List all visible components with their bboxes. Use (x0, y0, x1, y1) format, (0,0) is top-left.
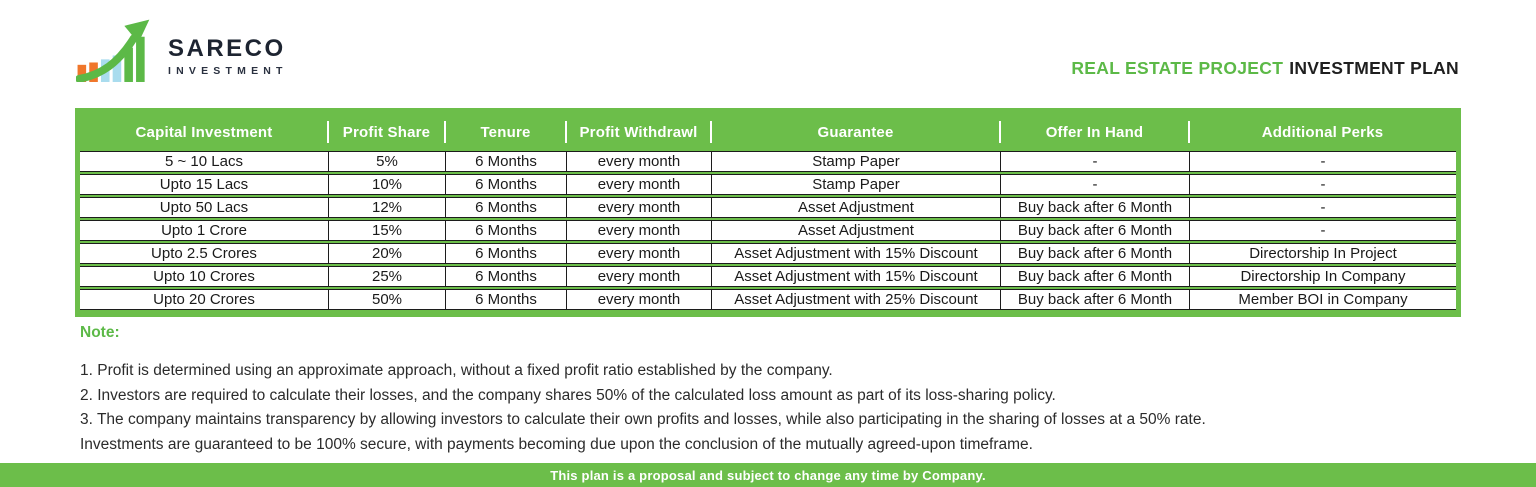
sareco-logo (76, 18, 288, 82)
table-cell: 6 Months (445, 266, 566, 287)
table-cell: 10% (328, 174, 445, 195)
investment-table (75, 108, 1461, 317)
table-cell: - (1000, 151, 1189, 172)
table-cell: every month (566, 197, 711, 218)
table-cell: Upto 50 Lacs (80, 197, 328, 218)
column-header: Additional Perks (1189, 115, 1456, 149)
table-cell: every month (566, 289, 711, 310)
table-cell: 12% (328, 197, 445, 218)
table-cell: Upto 1 Crore (80, 220, 328, 241)
growth-bars-arrow-icon (76, 18, 154, 82)
column-header: Profit Share (328, 115, 445, 149)
table-row (80, 243, 1456, 264)
table-row (80, 289, 1456, 310)
logo-subtitle: INVESTMENT (168, 65, 288, 77)
note-line: 3. The company maintains transparency by allowing investors to calculate their own profits and losses, while also participating in the sharing of losses at a 50% rate. (80, 411, 1206, 428)
table-cell: every month (566, 174, 711, 195)
table-cell: Buy back after 6 Month (1000, 289, 1189, 310)
table-cell: - (1189, 197, 1456, 218)
table-cell: Upto 10 Crores (80, 266, 328, 287)
table-cell: Asset Adjustment with 25% Discount (711, 289, 1000, 310)
column-header: Guarantee (711, 115, 1000, 149)
investment-table-area (75, 108, 1461, 317)
table-cell: Asset Adjustment (711, 197, 1000, 218)
logo-text (168, 23, 288, 77)
table-cell: 6 Months (445, 197, 566, 218)
table-cell: 20% (328, 243, 445, 264)
table-cell: Stamp Paper (711, 151, 1000, 172)
table-cell: Asset Adjustment with 15% Discount (711, 266, 1000, 287)
table-cell: 6 Months (445, 151, 566, 172)
table-cell: Upto 2.5 Crores (80, 243, 328, 264)
table-cell: Upto 15 Lacs (80, 174, 328, 195)
table-cell: 6 Months (445, 220, 566, 241)
table-cell: 5% (328, 151, 445, 172)
note-lines (80, 359, 1460, 457)
table-cell: 50% (328, 289, 445, 310)
note-line: Investments are guaranteed to be 100% secure, with payments becoming due upon the conclusion of the mutually agreed-upon timeframe. (80, 435, 1033, 453)
table-cell: 6 Months (445, 289, 566, 310)
table-cell: every month (566, 266, 711, 287)
table-cell: - (1000, 174, 1189, 195)
investment-table-body (80, 151, 1456, 310)
table-cell: Upto 20 Crores (80, 289, 328, 310)
table-cell: 15% (328, 220, 445, 241)
table-cell: Member BOI in Company (1189, 289, 1456, 310)
table-cell: 6 Months (445, 243, 566, 264)
investment-table-head-row (80, 115, 1456, 149)
table-row (80, 220, 1456, 241)
table-row (80, 174, 1456, 195)
logo-company-name: SARECO (168, 35, 286, 62)
table-row (80, 151, 1456, 172)
footer-bar (0, 463, 1536, 487)
table-row (80, 197, 1456, 218)
table-cell: every month (566, 243, 711, 264)
table-cell: Asset Adjustment (711, 220, 1000, 241)
table-cell: 5 ~ 10 Lacs (80, 151, 328, 172)
table-cell: Asset Adjustment with 15% Discount (711, 243, 1000, 264)
page-title-rest: INVESTMENT PLAN (1289, 58, 1459, 78)
table-cell: - (1189, 174, 1456, 195)
column-header: Offer In Hand (1000, 115, 1189, 149)
table-cell: Buy back after 6 Month (1000, 220, 1189, 241)
page-title (1071, 58, 1459, 79)
table-cell: Buy back after 6 Month (1000, 243, 1189, 264)
table-cell: - (1189, 151, 1456, 172)
table-cell: Buy back after 6 Month (1000, 266, 1189, 287)
column-header: Tenure (445, 115, 566, 149)
table-row (80, 266, 1456, 287)
table-cell: - (1189, 220, 1456, 241)
table-cell: Stamp Paper (711, 174, 1000, 195)
note-heading: Note: (80, 324, 120, 341)
table-cell: every month (566, 151, 711, 172)
footer-disclaimer: This plan is a proposal and subject to change any time by Company. (550, 467, 986, 483)
column-header: Capital Investment (80, 115, 328, 149)
table-cell: Directorship In Company (1189, 266, 1456, 287)
table-cell: Directorship In Project (1189, 243, 1456, 264)
table-cell: every month (566, 220, 711, 241)
table-cell: 6 Months (445, 174, 566, 195)
page-title-highlight: REAL ESTATE PROJECT (1071, 58, 1284, 78)
note-line: 2. Investors are required to calculate their losses, and the company shares 50% of the calculated loss amount as part of its loss-sharing policy. (80, 386, 1056, 404)
table-cell: Buy back after 6 Month (1000, 197, 1189, 218)
note-line: 1. Profit is determined using an approximate approach, without a fixed profit ratio established by the company. (80, 362, 833, 379)
column-header: Profit Withdrawl (566, 115, 711, 149)
table-cell: 25% (328, 266, 445, 287)
note-section (80, 324, 1460, 457)
